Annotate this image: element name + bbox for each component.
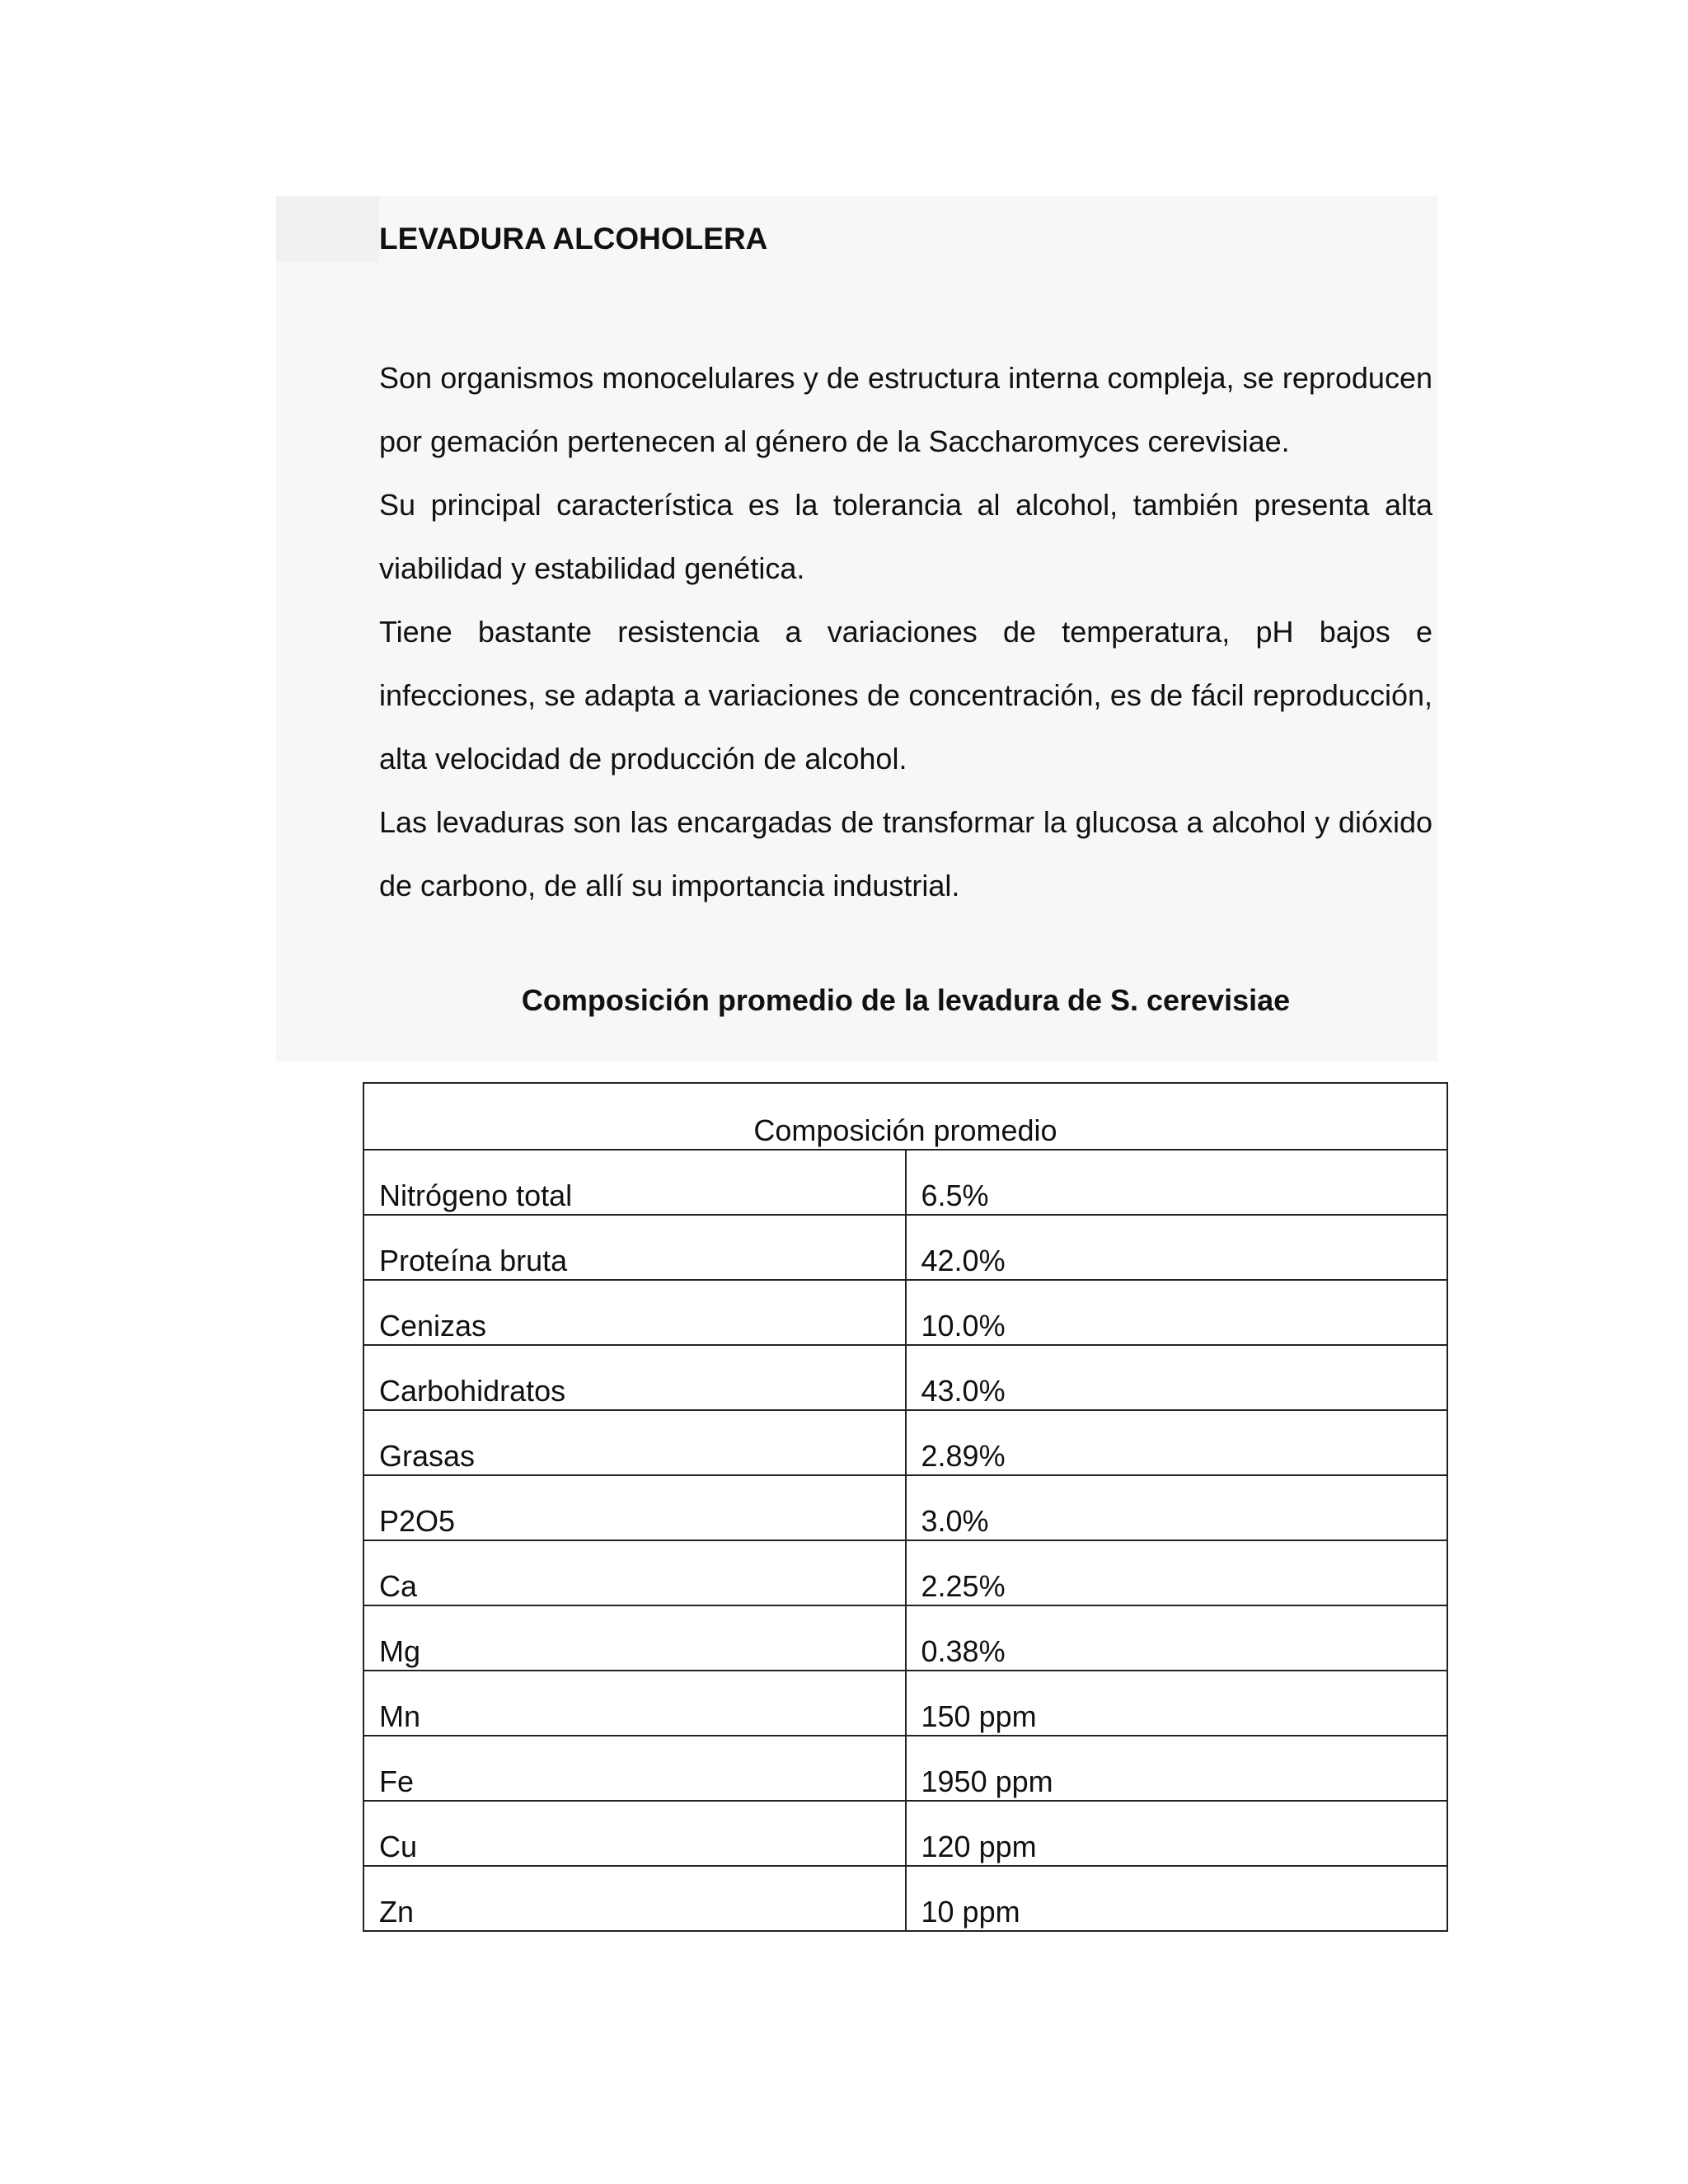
body-paragraphs bbox=[379, 346, 1432, 917]
component-name-cell: Mg bbox=[363, 1605, 906, 1671]
paragraph: Son organismos monocelulares y de estructura interna compleja, se reproducen por gemación pertenecen al género de la Saccharomyces cerevisiae. bbox=[379, 361, 1432, 458]
background-shade-tab bbox=[276, 196, 379, 262]
table-row bbox=[363, 1345, 1447, 1410]
component-name-cell: Cu bbox=[363, 1801, 906, 1866]
component-name-cell: Grasas bbox=[363, 1410, 906, 1475]
component-name-cell: Nitrógeno total bbox=[363, 1150, 906, 1215]
table-row bbox=[363, 1215, 1447, 1280]
component-name-cell: Mn bbox=[363, 1671, 906, 1736]
component-value-cell: 43.0% bbox=[906, 1345, 1448, 1410]
table-row bbox=[363, 1605, 1447, 1671]
table-row bbox=[363, 1540, 1447, 1605]
component-name-cell: Proteína bruta bbox=[363, 1215, 906, 1280]
table-header-row bbox=[363, 1083, 1447, 1150]
component-value-cell: 0.38% bbox=[906, 1605, 1448, 1671]
component-name-cell: Ca bbox=[363, 1540, 906, 1605]
component-value-cell: 10.0% bbox=[906, 1280, 1448, 1345]
component-value-cell: 6.5% bbox=[906, 1150, 1448, 1215]
table-row bbox=[363, 1866, 1447, 1931]
table-caption: Composición promedio de la levadura de S. cerevisiae bbox=[521, 983, 1291, 1017]
component-value-cell: 10 ppm bbox=[906, 1866, 1448, 1931]
table-row bbox=[363, 1150, 1447, 1215]
table-row bbox=[363, 1671, 1447, 1736]
table-row bbox=[363, 1736, 1447, 1801]
component-value-cell: 3.0% bbox=[906, 1475, 1448, 1540]
component-name-cell: Fe bbox=[363, 1736, 906, 1801]
table-row bbox=[363, 1280, 1447, 1345]
table-row bbox=[363, 1801, 1447, 1866]
component-value-cell: 120 ppm bbox=[906, 1801, 1448, 1866]
component-value-cell: 2.89% bbox=[906, 1410, 1448, 1475]
component-value-cell: 42.0% bbox=[906, 1215, 1448, 1280]
document-heading: LEVADURA ALCOHOLERA bbox=[379, 222, 768, 255]
component-value-cell: 150 ppm bbox=[906, 1671, 1448, 1736]
table-body bbox=[363, 1150, 1447, 1931]
component-name-cell: Carbohidratos bbox=[363, 1345, 906, 1410]
component-name-cell: Zn bbox=[363, 1866, 906, 1931]
table-header-cell: Composición promedio bbox=[363, 1083, 1447, 1150]
component-name-cell: P2O5 bbox=[363, 1475, 906, 1540]
table-row bbox=[363, 1475, 1447, 1540]
paragraph: Las levaduras son las encargadas de transformar la glucosa a alcohol y dióxido de carbono, de allí su importancia industrial. bbox=[379, 805, 1432, 902]
component-name-cell: Cenizas bbox=[363, 1280, 906, 1345]
component-value-cell: 1950 ppm bbox=[906, 1736, 1448, 1801]
component-value-cell: 2.25% bbox=[906, 1540, 1448, 1605]
composition-table bbox=[363, 1082, 1448, 1932]
paragraph: Tiene bastante resistencia a variaciones de temperatura, pH bajos e infecciones, se adapta a variaciones de concentración, es de fácil reproducción, alta velocidad de producción de alcohol. bbox=[379, 615, 1432, 776]
paragraph: Su principal característica es la tolerancia al alcohol, también presenta alta viabilidad y estabilidad genética. bbox=[379, 488, 1432, 585]
table-row bbox=[363, 1410, 1447, 1475]
